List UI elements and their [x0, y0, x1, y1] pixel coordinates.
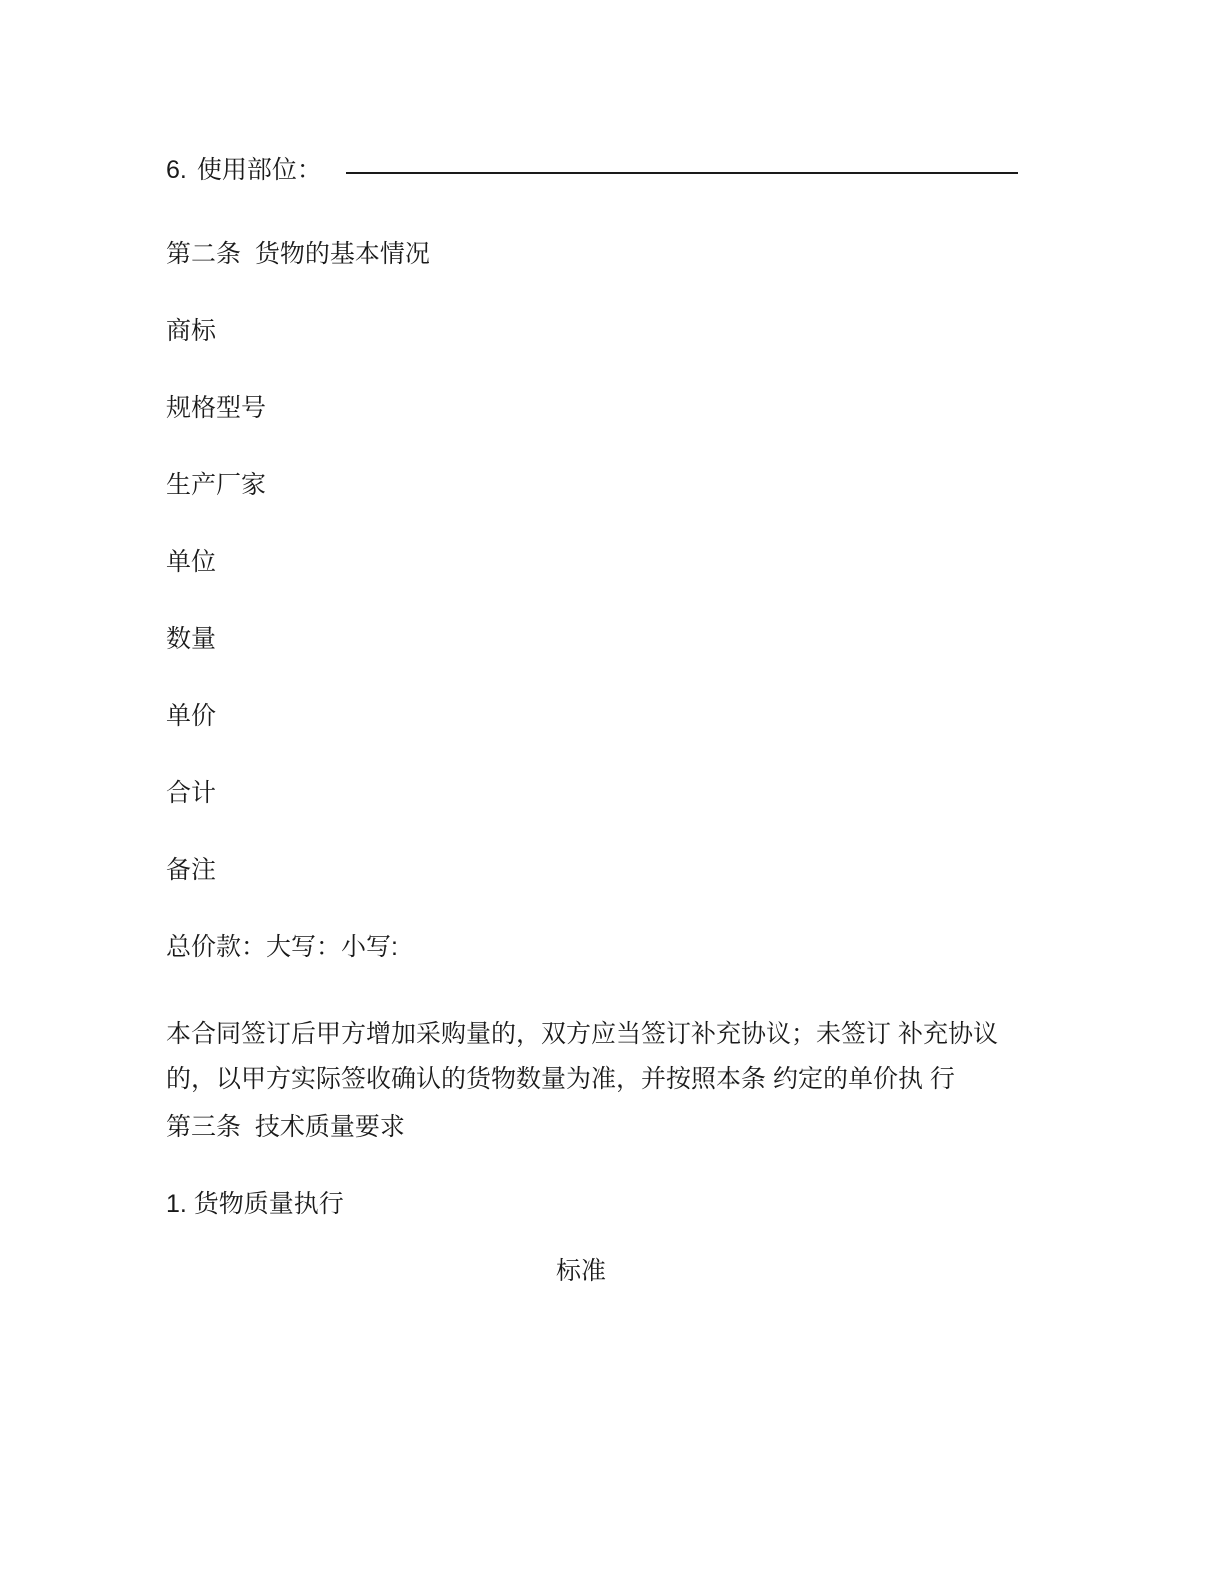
field-usage-location [166, 150, 1066, 186]
item-unit: 单位 [166, 548, 217, 576]
supplementary-agreement-paragraph: 本合同签订后甲方增加采购量的，双方应当签订补充协议；未签订 补充协议的，以甲方实际签收确认的货物数量为准，并按照本条 约定的单价执 行 [166, 1020, 998, 1093]
field-usage-location-number: 6. [166, 156, 187, 184]
item-spec-model: 规格型号 [166, 394, 267, 422]
item-remark: 备注 [166, 856, 217, 884]
article-three-heading: 第三条 技术质量要求 [166, 1113, 405, 1141]
item-trademark: 商标 [166, 317, 217, 345]
quality-execution-item: 1. 货物质量执行 [166, 1190, 344, 1218]
item-manufacturer: 生产厂家 [166, 471, 267, 499]
item-quantity: 数量 [166, 625, 217, 653]
total-price-line: 总价款：大写：小写: [166, 933, 398, 961]
standard-word: 标准 [556, 1257, 607, 1285]
item-unit-price: 单价 [166, 702, 217, 730]
field-usage-location-blank[interactable] [346, 171, 1018, 174]
document-body [166, 150, 1066, 1284]
article-two-heading: 第二条 货物的基本情况 [166, 240, 430, 268]
item-total: 合计 [166, 779, 217, 807]
field-usage-location-label: 使用部位： [196, 156, 322, 184]
